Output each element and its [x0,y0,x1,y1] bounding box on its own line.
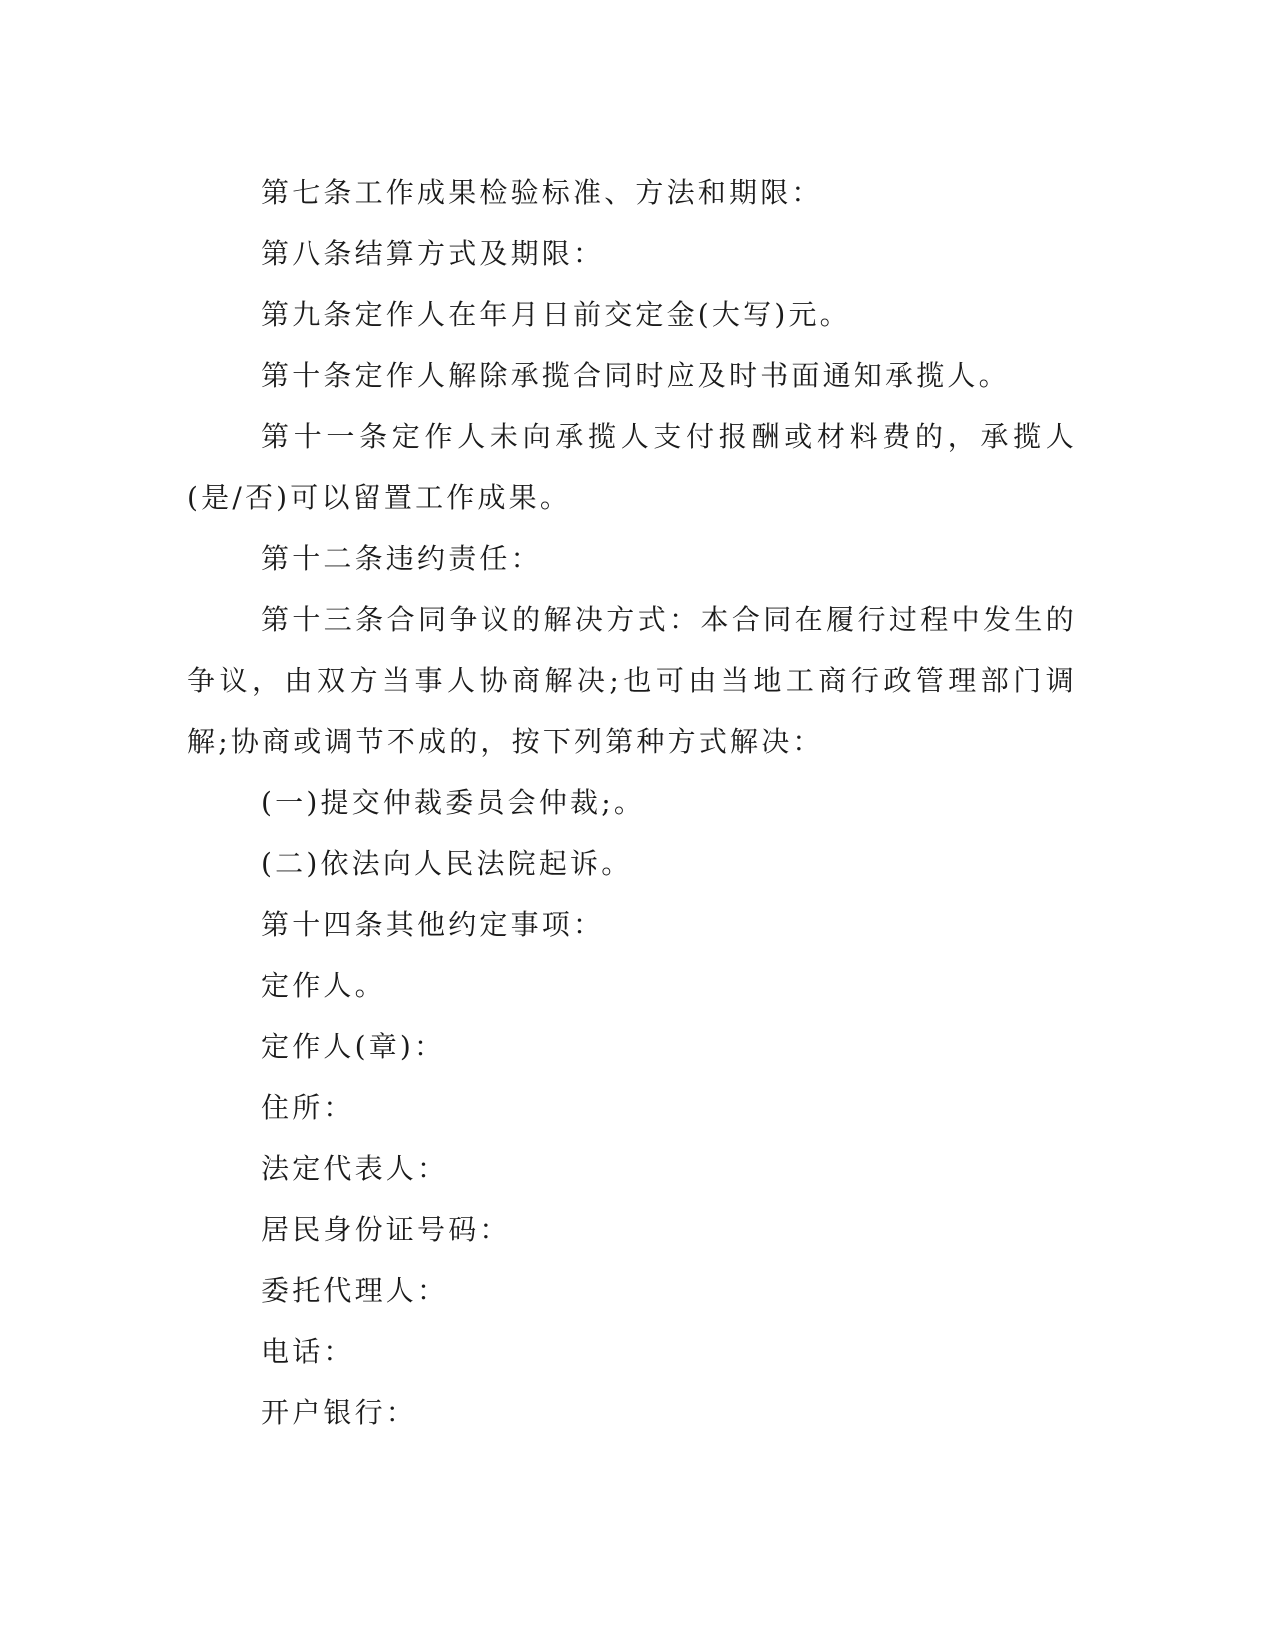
party-legal-rep-field: 法定代表人： [261,1152,449,1185]
clause-10-termination: 第十条定作人解除承揽合同时应及时书面通知承揽人。 [261,359,1010,392]
clause-12-liability: 第十二条违约责任： [261,542,542,575]
clause-9-deposit: 第九条定作人在年月日前交定金(大写)元。 [261,298,851,331]
clause-11-lien: 第十一条定作人未向承揽人支付报酬或材料费的，承揽人(是/否)可以留置工作成果。 [187,420,1077,514]
clause-13-dispute: 第十三条合同争议的解决方式：本合同在履行过程中发生的争议，由双方当事人协商解决;也可由当地工商行政管理部门调解;协商或调节不成的，按下列第种方式解决： [187,603,1077,758]
party-heading: 定作人。 [261,969,386,1002]
clause-14-other: 第十四条其他约定事项： [261,908,605,941]
party-id-number-field: 居民身份证号码： [261,1213,511,1246]
clause-7-inspection: 第七条工作成果检验标准、方法和期限： [261,176,823,209]
party-address-field: 住所： [261,1091,355,1124]
clause-8-settlement: 第八条结算方式及期限： [261,237,605,270]
party-agent-field: 委托代理人： [261,1274,449,1307]
party-phone-field: 电话： [261,1335,355,1368]
party-seal-field: 定作人(章)： [261,1030,446,1063]
dispute-option-arbitration: (一)提交仲裁委员会仲裁;。 [261,786,646,819]
dispute-option-litigation: (二)依法向人民法院起诉。 [261,847,633,880]
party-bank-field: 开户银行： [261,1396,418,1429]
contract-body [187,162,1077,1443]
